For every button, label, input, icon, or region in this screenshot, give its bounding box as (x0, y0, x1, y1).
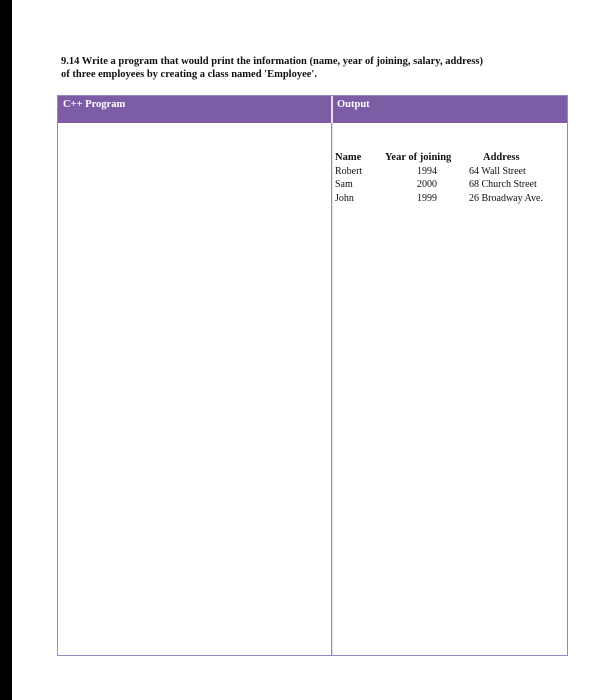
question-line-2: of three employees by creating a class named 'Employee'. (61, 69, 317, 80)
row-address: 26 Broadway Ave. (469, 192, 543, 204)
header-year: Year of joining (385, 152, 452, 163)
question-line-1: 9.14 Write a program that would print the information (name, year of joining, salary, address) (61, 56, 483, 67)
row-name: Sam (335, 179, 353, 190)
row-year: 1999 (417, 192, 437, 204)
header-name: Name (335, 152, 362, 163)
row-year: 2000 (417, 179, 437, 190)
column-divider (331, 123, 332, 655)
left-edge-bar (0, 0, 12, 700)
row-year: 1994 (417, 165, 437, 177)
row-name: Robert (335, 165, 363, 177)
program-column-header: C++ Program (63, 99, 126, 110)
output-column-header: Output (337, 99, 370, 110)
question-text (61, 55, 571, 81)
header-address: Address (483, 152, 520, 163)
table-header (58, 96, 567, 123)
program-output-table (57, 95, 568, 656)
row-address: 64 Wall Street (469, 165, 526, 177)
row-address: 68 Church Street (469, 179, 537, 190)
row-name: John (335, 192, 354, 204)
